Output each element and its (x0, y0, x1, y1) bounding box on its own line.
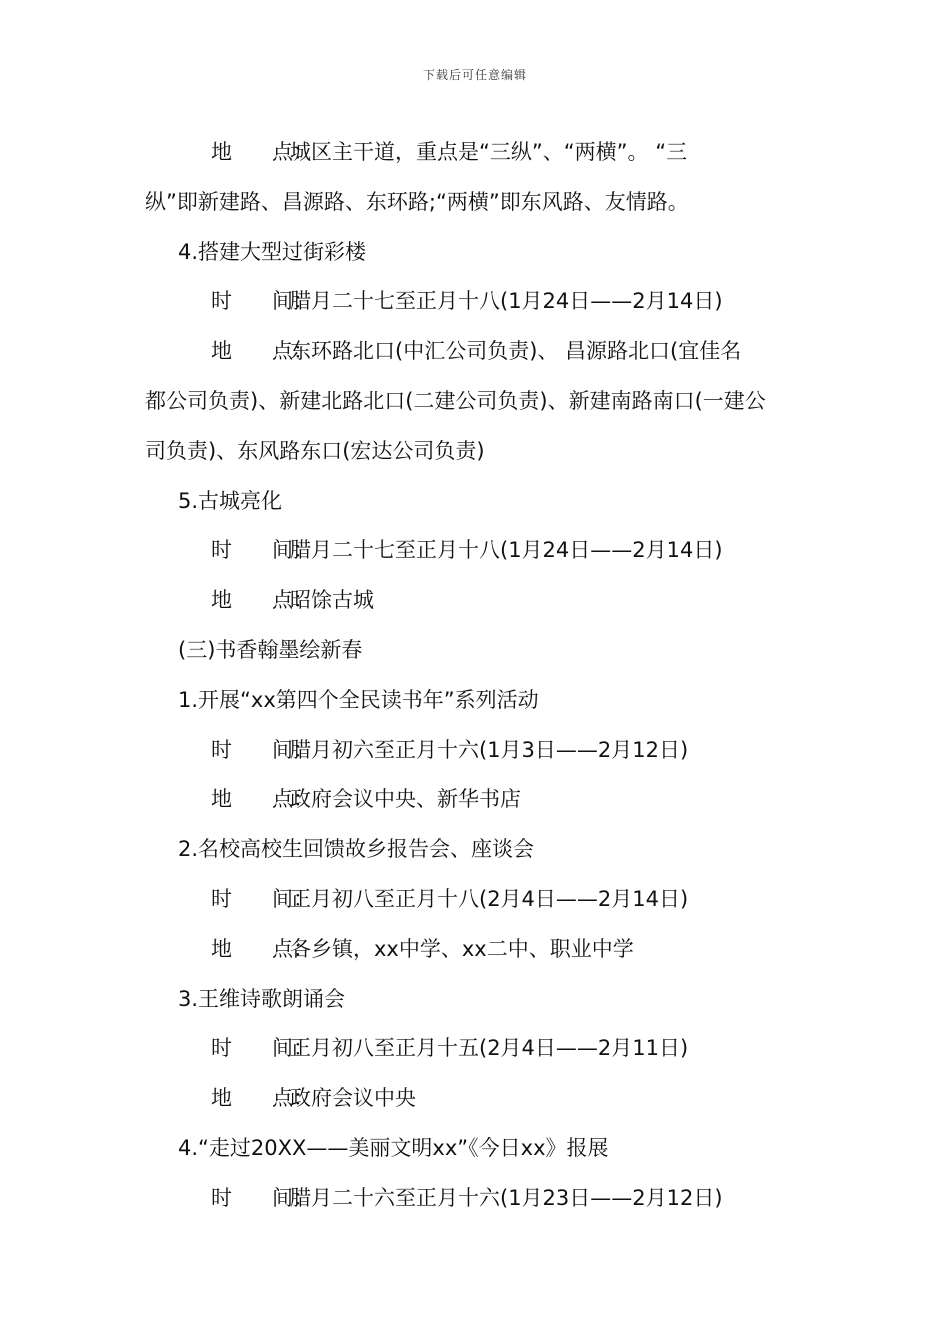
paragraph-text: 4.“走过20XX——美丽文明xx”《今日xx》报展 (178, 1135, 609, 1160)
paragraph-line (145, 377, 810, 427)
paragraph-text: 腊月初六至正月十六(1月3日——2月12日) (290, 737, 689, 762)
field-label: 时 间： (211, 886, 315, 911)
paragraph-text: 司负责)、东风路东口(宏达公司负责) (145, 438, 485, 463)
page-header: 下载后可任意编辑 (422, 68, 527, 82)
paragraph-line (145, 178, 810, 228)
paragraph-line (145, 427, 810, 477)
paragraph-line (145, 228, 810, 278)
paragraph-text: 东环路北口(中汇公司负责)、 昌源路北口(宜佳名 (290, 339, 742, 364)
paragraph-line (145, 576, 810, 626)
paragraph-text: 3.王维诗歌朗诵会 (178, 986, 346, 1011)
paragraph-line (145, 676, 810, 726)
field-label: 时 间： (211, 737, 315, 762)
paragraph-text: 腊月二十六至正月十六(1月23日——2月12日) (290, 1185, 723, 1210)
paragraph-text: (三)书香翰墨绘新春 (178, 637, 363, 662)
paragraph-text: 纵”即新建路、昌源路、东环路;“两横”即东风路、友情路。 (145, 189, 689, 214)
document-body (145, 128, 810, 1224)
field-label: 地 点： (211, 339, 315, 364)
paragraph-text: 腊月二十七至正月十八(1月24日——2月14日) (290, 538, 723, 563)
paragraph-line (145, 277, 810, 327)
paragraph-text: 正月初八至正月十八(2月4日——2月14日) (290, 886, 689, 911)
paragraph-line (145, 1024, 810, 1074)
paragraph-text: 各乡镇，xx中学、xx二中、职业中学 (290, 936, 634, 961)
paragraph-text: 正月初八至正月十五(2月4日——2月11日) (290, 1036, 689, 1061)
paragraph-line (145, 477, 810, 527)
paragraph-line (145, 726, 810, 776)
field-label: 时 间： (211, 289, 315, 314)
paragraph-line (145, 128, 810, 178)
paragraph-text: 城区主干道，重点是“三纵”、“两横”。 “三 (290, 140, 688, 164)
field-label: 地 点： (211, 787, 315, 812)
field-label: 地 点： (211, 588, 315, 613)
paragraph-text: 政府会议中央 (290, 1086, 416, 1111)
field-label: 地 点： (211, 140, 315, 164)
paragraph-line (145, 526, 810, 576)
paragraph-line (145, 327, 810, 377)
paragraph-text: 2.名校高校生回馈故乡报告会、座谈会 (178, 837, 535, 862)
paragraph-text: 政府会议中央、新华书店 (290, 787, 521, 812)
paragraph-line (145, 925, 810, 975)
paragraph-line (145, 1074, 810, 1124)
paragraph-text: 都公司负责)、新建北路北口(二建公司负责)、新建南路南口(一建公 (145, 388, 766, 413)
field-label: 地 点： (211, 936, 315, 961)
paragraph-line (145, 875, 810, 925)
paragraph-text: 4.搭建大型过街彩楼 (178, 239, 367, 264)
field-label: 时 间： (211, 538, 315, 563)
paragraph-line (145, 626, 810, 676)
paragraph-line (145, 1174, 810, 1224)
field-label: 时 间： (211, 1185, 315, 1210)
paragraph-text: 5.古城亮化 (178, 488, 283, 513)
field-label: 时 间： (211, 1036, 315, 1061)
paragraph-line (145, 775, 810, 825)
paragraph-text: 昭馀古城 (290, 588, 374, 613)
paragraph-line (145, 1124, 810, 1174)
field-label: 地 点： (211, 1086, 315, 1111)
paragraph-text: 腊月二十七至正月十八(1月24日——2月14日) (290, 289, 723, 314)
paragraph-text: 1.开展“xx第四个全民读书年”系列活动 (178, 687, 539, 712)
paragraph-line (145, 975, 810, 1025)
paragraph-line (145, 825, 810, 875)
